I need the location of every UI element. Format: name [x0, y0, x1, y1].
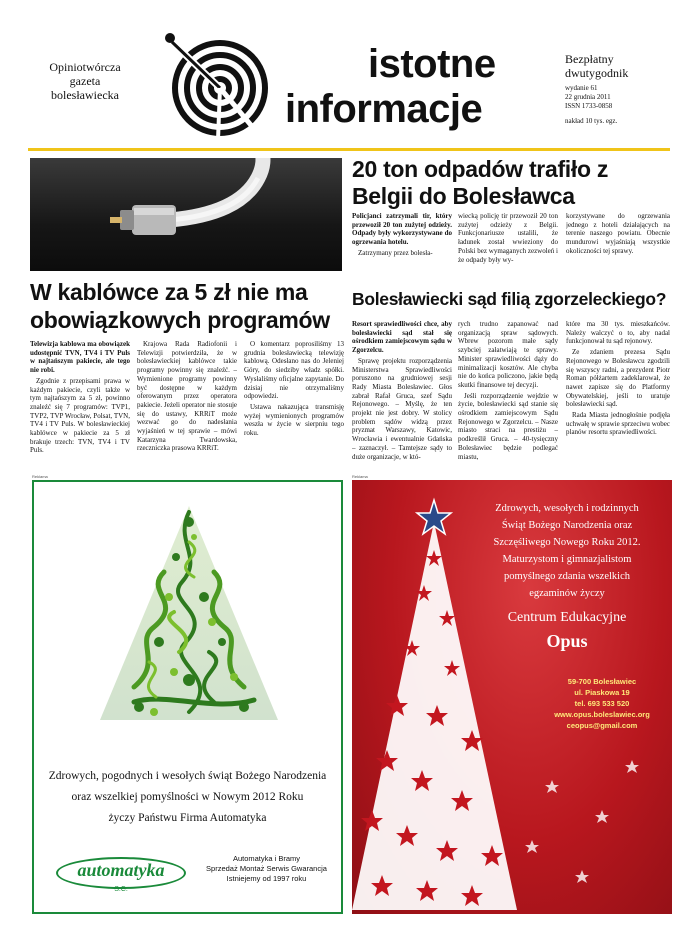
- opus-address-2: ul. Piaskowa 19: [574, 688, 630, 697]
- headline-sad: Bolesławiecki sąd filią zgorzeleckiego?: [352, 289, 667, 309]
- issue-date: 22 grudnia 2011: [565, 93, 611, 101]
- logo-name: automatyka: [77, 860, 165, 880]
- headline-belgia: 20 ton odpadów trafiło z Belgii do Bolesławca: [352, 156, 609, 209]
- issue-meta: [565, 84, 685, 126]
- issue-number: wydanie 61: [565, 84, 598, 92]
- sad-paragraph: które ma 30 tys. mieszkańców. Należy walczyć o to, aby nadal funkcjonował tu sąd rejonowy.: [566, 320, 670, 346]
- belgia-paragraph: korzystywane do ogrzewania jednego z hoteli działających na terenie naszego powiatu. Obecnie mundurowi wyjaśniają wszystkie okoliczności tej sprawy.: [566, 212, 670, 255]
- opus-line-1: Zdrowych, wesołych i rodzinnych: [495, 503, 639, 514]
- info-line-2: Sprzedaż Montaż Serwis Gwarancja: [206, 864, 327, 873]
- sad-column-2: [458, 320, 558, 472]
- tagline-line-3: bolesławiecka: [51, 88, 119, 102]
- sad-paragraph: Ze zdaniem prezesa Sądu Rejonowego w Bolesławcu zgodzili się wszyscy radni, a prezydent Piotr Roman półżartem zadeklarował, że nawet zapisze się do Platformy Obywatelskiej, jeśli to uratuje bolesławiecki sąd.: [566, 348, 670, 409]
- automatyka-logo: [56, 857, 186, 893]
- tagline-line-1: Opiniotwórcza: [49, 60, 121, 74]
- frequency-label: dwutygodnik: [565, 66, 629, 80]
- info-line-3: Istniejemy od 1997 roku: [226, 874, 307, 883]
- sad-paragraph: Rada Miasta jednogłośnie podjęła uchwałę w sprawie sprzeciwu wobec planów resortu sprawiedliwości.: [566, 411, 670, 437]
- belgia-paragraph: Zatrzymany przez bolesła-: [358, 248, 433, 257]
- opus-wishes: [472, 500, 662, 654]
- tagline-line-2: gazeta: [69, 74, 101, 88]
- ad-opus[interactable]: [352, 480, 672, 914]
- opus-address-1: 59-700 Bolesławiec: [567, 677, 637, 686]
- ad-automatyka[interactable]: [32, 480, 343, 914]
- kablowka-paragraph: O komentarz poprosiliśmy 13 grudnia bolesławiecką telewizję kablową. Odesłano nas do Jeleniej Góry, do siedziby władz spółki. Wysłaliśmy oficjalne zapytanie. Do dzisiaj nie otrzymaliśmy odpowiedzi.: [244, 340, 344, 401]
- sad-paragraph: Jeśli rozporządzenie wejdzie w życie, bolesławiecki sąd stanie się ośrodkiem zamiejscowym Sądu Rejonowego w Zgorzelcu. – Nasze miasto straci na prestiżu – podkreślił Gruca. – 40-tysięczny Bolesławiec będzie podlegać miastu,: [458, 391, 558, 461]
- kablowka-column-2: [137, 340, 237, 472]
- opus-line-2: Świąt Bożego Narodzenia oraz: [501, 520, 633, 531]
- info-line-1: Automatyka i Bramy: [232, 854, 301, 863]
- christmas-tree-icon: [94, 502, 284, 732]
- wish-line-2: oraz wszelkiej pomyślności w Nowym 2012 Roku: [71, 791, 304, 803]
- belgia-column-3: [566, 212, 670, 278]
- ad-label-left: Reklama: [32, 474, 48, 479]
- masthead-title-line-2: informacje: [285, 87, 483, 131]
- opus-name-1: Centrum Edukacyjne: [507, 610, 627, 625]
- kablowka-paragraph: Ustawa nakazująca transmisję wyżej wymienionych programów weszła w życie w sierpniu tego roku.: [244, 402, 344, 438]
- opus-line-6: egzaminów życzy: [529, 588, 605, 599]
- opus-line-4: Maturzystom i gimnazjalistom: [502, 554, 632, 565]
- masthead-title-line-1: istotne: [368, 42, 496, 86]
- opus-name-2: Opus: [546, 631, 588, 651]
- headline-kablowka: W kablówce za 5 zł nie ma obowiązkowych programów: [30, 279, 330, 333]
- kablowka-column-3: [244, 340, 344, 472]
- issn: ISSN 1733-0858: [565, 102, 613, 110]
- sad-paragraph: rych trudno zapanować nad organizacją spraw sądowych. Wbrew pozorom małe sądy szybciej załatwiają te sprawy. Minister sprawiedliwości dąży do minimalizacji kosztów. Ale chyba nie do końca policzono, jakie będą skutki finansowe tej decyzji.: [458, 320, 558, 389]
- coax-cable-icon: [30, 158, 342, 271]
- belgia-column-2: [458, 212, 558, 278]
- kablowka-lead: Telewizja kablowa ma obowiązek udostępnić TVN, TV4 i TV Puls w najtańszym pakiecie, ale tego nie robi.: [30, 340, 130, 375]
- cable-photo: [30, 158, 342, 271]
- ad-label-right: Reklama: [352, 474, 368, 479]
- opus-line-3: Szczęśliwego Nowego Roku 2012.: [493, 537, 641, 548]
- header-divider: [28, 148, 670, 151]
- target-logo-icon: [160, 28, 280, 143]
- wish-line-3: życzy Państwu Firma Automatyka: [108, 812, 267, 824]
- logo-sub: S.C.: [114, 886, 128, 893]
- kablowka-paragraph: Zgodnie z przepisami prawa w każdym pakiecie, czyli także w tym najtańszym za 5 zł, powinno znaleźć się 7 programów: TVP1, TVP2, TVP Wrocław, Polsat, TVN, TV4 i TV Puls. W bolesławieckiej kablówce w pakiecie za 5 zł brakuje trzech: TVN, TV4 i TV Puls.: [30, 376, 130, 455]
- wish-line-1: Zdrowych, pogodnych i wesołych świąt Bożego Narodzenia: [48, 770, 327, 782]
- sad-column-3: [566, 320, 670, 472]
- issue-info: [565, 52, 685, 126]
- sad-column-1: [352, 320, 452, 472]
- belgia-lead: Policjanci zatrzymali tir, który przewoził 20 ton zużytej odzieży. Odpady były wykorzystywane do ogrzewania hotelu.: [352, 212, 452, 247]
- free-label: Bezpłatny: [565, 52, 614, 66]
- sad-lead: Resort sprawiedliwości chce, aby bolesławiecki sąd stał się ośrodkiem zamiejscowym sądu w Zgorzelcu.: [352, 320, 452, 355]
- belgia-column-1: [352, 212, 452, 278]
- kablowka-paragraph: Krajowa Rada Radiofonii i Telewizji potwierdziła, że w bolesławieckiej kablówce takie programy powinny się znaleźć. – Wymienione programy powinny być dostępne w każdym oferowanym przez operatora pakiecie. Jeżeli operator nie stosuje się do ustawy, KRRiT może wezwać go do nadesłania wyjaśnień w tej sprawie – mówi Katarzyna Twardowska, rzeczniczka prasowa KRRiT.: [137, 340, 237, 453]
- automatyka-info: [199, 854, 334, 884]
- masthead-tagline: [30, 60, 140, 102]
- sad-paragraph: Sprawę projektu rozporządzenia Ministerstwa Sprawiedliwości poruszono na grudniowej sesji Rady Miasta Bolesławiec. Głos zabrał Rafał Gruca, szef Sądu Rejonowego. – Myślę, że ten projekt nie jest dobry. W stolicy problem sądów widzą przez pryzmat Warszawy, Katowic, Wrocławia i ewentualnie Gdańska – zaznaczył. – Tamtejsze sądy to duże organizacje, w któ-: [352, 356, 452, 461]
- circulation: nakład 10 tys. egz.: [565, 117, 618, 125]
- belgia-paragraph: wiecką policję tir przewoził 20 ton zużytej odzieży z Belgii. Funkcjonariusze ustalili, że ładunek został wwieziony do Polski bez wymaganych zezwoleń i że odpady były wy-: [458, 212, 558, 264]
- opus-contact: [542, 676, 662, 731]
- kablowka-column-1: [30, 340, 130, 472]
- opus-line-5: pomyślnego zdania wszelkich: [504, 571, 630, 582]
- opus-phone: tel. 693 533 520: [574, 699, 630, 708]
- opus-email-link[interactable]: ceopus@gmail.com: [566, 721, 638, 730]
- opus-website-link[interactable]: www.opus.boleslawiec.org: [554, 710, 650, 719]
